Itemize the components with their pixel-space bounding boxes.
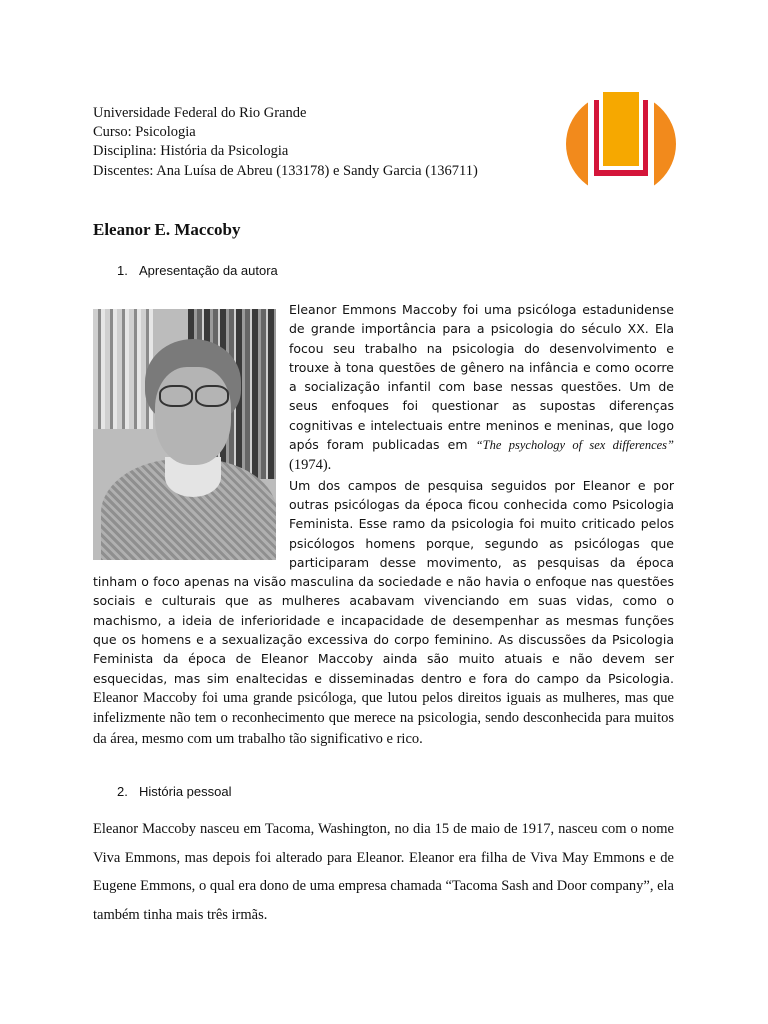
section-1-title: Apresentação da autora <box>139 263 278 278</box>
university-logo <box>566 92 676 196</box>
section-1-paragraph-1: Eleanor Emmons Maccoby foi uma psicóloga estadunidense de grande importância para a psicologia do século XX. Ela focou seu trabalho na psicologia do desenvolvimento e trouxe à tona questões de gênero na infância e como ocorre a socialização infantil com base nessas questões. Um de seus enfoques foi questionar as supostas diferenças cognitivas e intelectuais entre meninos e meninas, que logo após foram publicadas em “The psychology of sex differences” (1974). <box>289 302 674 474</box>
course-name: Curso: Psicologia <box>93 124 196 141</box>
section-1-heading <box>117 263 278 278</box>
logo-right-gap <box>639 100 643 166</box>
section-2-number: 2. <box>117 784 128 799</box>
section-1-number: 1. <box>117 263 128 278</box>
section-1-body <box>93 300 674 749</box>
discipline-name: Disciplina: História da Psicologia <box>93 143 289 160</box>
logo-left-gap <box>599 100 603 166</box>
section-2-paragraph-1: Eleanor Maccoby nasceu em Tacoma, Washington, no dia 15 de maio de 1917, nasceu com o nome Viva Emmons, mas depois foi alterado para Eleanor. Eleanor era filha de Viva May Emmons e de Eugene Emmons, o qual era dono de uma empresa chamada “Tacoma Sash and Door company”, ela também tinha mais três irmãs. <box>93 821 674 923</box>
university-name: Universidade Federal do Rio Grande <box>93 105 307 121</box>
students-names: Discentes: Ana Luísa de Abreu (133178) e Sandy Garcia (136711) <box>93 162 478 179</box>
section-2-heading <box>117 784 232 799</box>
logo-yellow-block <box>603 92 639 166</box>
section-1-paragraph-2: Um dos campos de pesquisa seguidos por Eleanor e por outras psicólogas da época ficou conhecida como Psicologia Feminista. Esse ramo da psicologia foi muito criticado pelos psicólogos homens porque, segundo as psicólogas que participaram desse movimento, as pesquisas da época tinham o foco apenas na visão masculina da sociedade e não havia o enfoque nas questões sociais e culturais que as mulheres acabavam vivenciando em suas vidas, como o machismo, a ideia de inferioridade e incapacidade de desempenhar as mesmas funções que os homens e a sexualização excessiva do corpo feminino. As discussões da Psicologia Feminista da época de Eleanor Maccoby ainda são muito atuais e não devem ser esquecidas, mas sim enaltecidas e disseminadas dentro e fora do campo da Psicologia. Eleanor Maccoby foi uma grande psicóloga, que lutou pelos direitos iguais as mulheres, mas que infelizmente não tem o reconhecimento que merece na psicologia, sendo desconhecida para muitos da área, mesmo com um trabalho tão significativo e rico. <box>93 477 674 747</box>
book-title: “The psychology of sex differences” <box>475 438 674 453</box>
document-header <box>93 104 478 181</box>
section-2-title: História pessoal <box>139 784 232 799</box>
author-photo <box>93 309 276 560</box>
logo-bottom-gap <box>599 166 643 170</box>
document-title: Eleanor E. Maccoby <box>93 220 241 239</box>
